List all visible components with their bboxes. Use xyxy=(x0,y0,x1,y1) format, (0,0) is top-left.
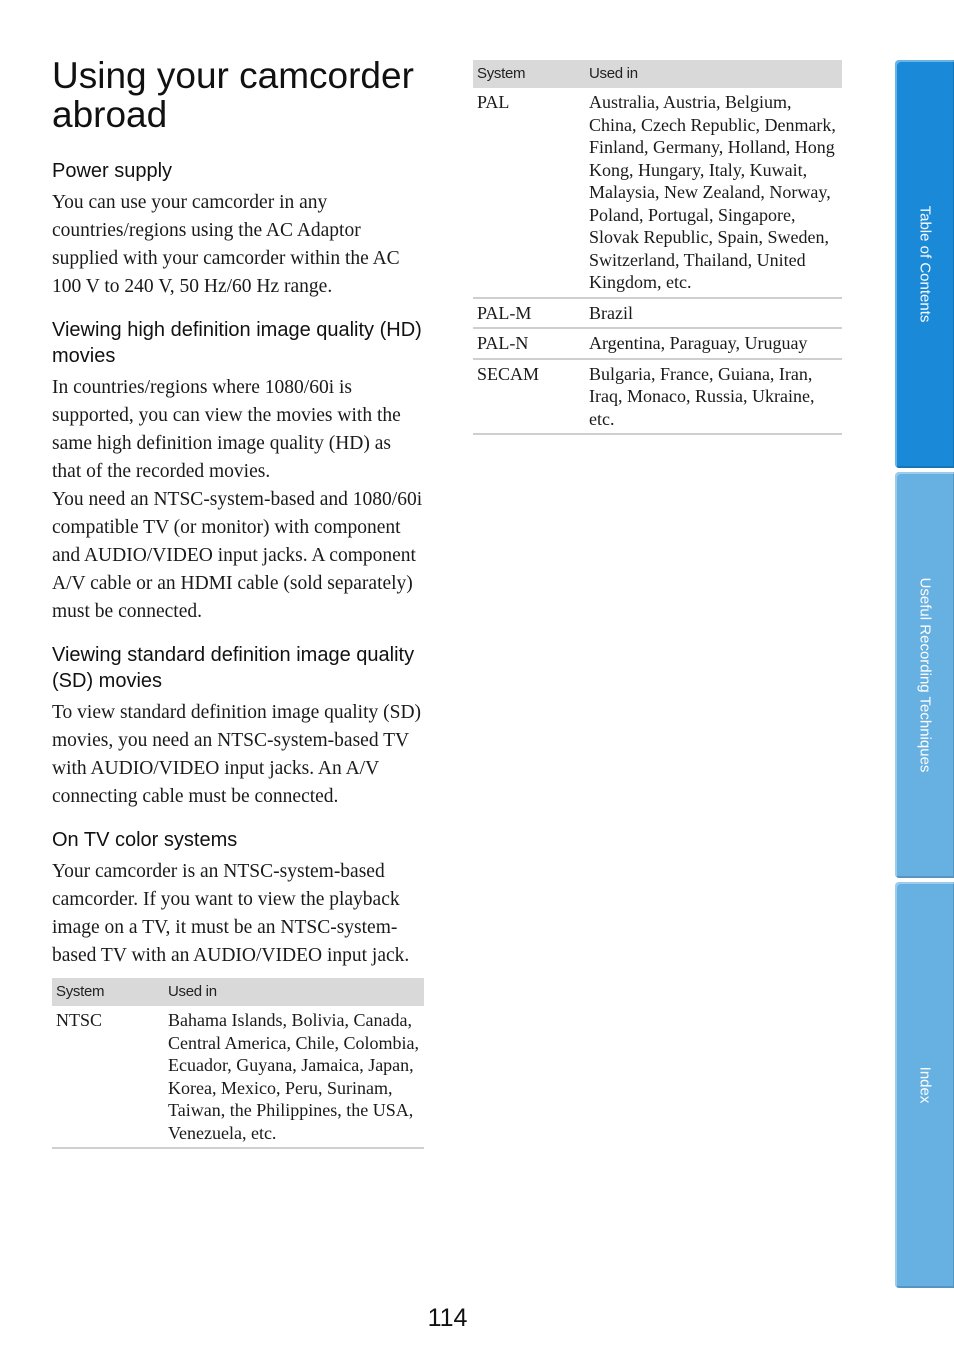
section-tv-color-systems xyxy=(52,827,424,970)
system-cell: NTSC xyxy=(52,1006,164,1148)
table-row xyxy=(473,359,842,435)
tab-table-of-contents[interactable] xyxy=(895,60,954,468)
section-heading: Viewing standard definition image quality (SD) movies xyxy=(52,644,415,692)
column-header-used-in: Used in xyxy=(585,60,842,88)
section-body: To view standard definition image quality (SD) movies, you need an NTSC-system-based TV with AUDIO/VIDEO input jacks. An A/V connecting cable must be connected. xyxy=(52,702,422,807)
left-column xyxy=(52,56,424,1149)
used-in-cell: Argentina, Paraguay, Uruguay xyxy=(585,328,842,359)
used-in-cell: Brazil xyxy=(585,298,842,329)
section-heading: On TV color systems xyxy=(52,829,238,851)
system-cell: PAL-M xyxy=(473,298,585,329)
used-in-cell: Bulgaria, France, Guiana, Iran, Iraq, Monaco, Russia, Ukraine, etc. xyxy=(585,359,842,435)
used-in-cell: Bahama Islands, Bolivia, Canada, Central America, Chile, Colombia, Ecuador, Guyana, Jamaica, Japan, Korea, Mexico, Peru, Surinam, Taiwan, the Philippines, the USA, Venezuela, etc. xyxy=(164,1006,424,1148)
system-cell: SECAM xyxy=(473,359,585,435)
section-hd-movies xyxy=(52,317,424,626)
used-in-cell: Australia, Austria, Belgium, China, Czech Republic, Denmark, Finland, Germany, Holland, Hong Kong, Hungary, Italy, Kuwait, Malaysia, New Zealand, Norway, Poland, Portugal, Singapore, Slovak Republic, Spain, Sweden, Switzerland, Thailand, United Kingdom, etc. xyxy=(585,88,842,298)
other-system-table xyxy=(473,60,842,435)
right-column xyxy=(473,60,842,435)
section-body: Your camcorder is an NTSC-system-based camcorder. If you want to view the playback image on a TV, it must be an NTSC-system-based TV with an AUDIO/VIDEO input jack. xyxy=(52,861,410,966)
table-header-row xyxy=(473,60,842,88)
section-power-supply xyxy=(52,158,424,301)
system-cell: PAL xyxy=(473,88,585,298)
table-header-row xyxy=(52,978,424,1006)
table-row xyxy=(473,328,842,359)
tab-label: Useful Recording Techniques xyxy=(916,577,933,773)
tab-index[interactable] xyxy=(895,882,954,1288)
section-heading: Power supply xyxy=(52,160,173,182)
section-sd-movies xyxy=(52,642,424,811)
column-header-system: System xyxy=(473,60,585,88)
section-body: You need an NTSC-system-based and 1080/60i compatible TV (or monitor) with component and AUDIO/VIDEO input jacks. A component A/V cable or an HDMI cable (sold separately) must be connected. xyxy=(52,489,423,622)
side-tab-nav xyxy=(895,60,954,1290)
section-body: In countries/regions where 1080/60i is supported, you can view the movies with the same high definition image quality (HD) as that of the recorded movies. xyxy=(52,377,401,482)
tab-useful-recording-techniques[interactable] xyxy=(895,472,954,878)
table-row xyxy=(473,88,842,298)
ntsc-system-table xyxy=(52,978,424,1149)
table-row xyxy=(473,298,842,329)
page-number: 114 xyxy=(427,1304,468,1332)
table-row xyxy=(52,1006,424,1148)
system-cell: PAL-N xyxy=(473,328,585,359)
section-heading: Viewing high definition image quality (HD) movies xyxy=(52,319,422,367)
column-header-system: System xyxy=(52,978,164,1006)
section-body: You can use your camcorder in any countries/regions using the AC Adaptor supplied with your camcorder within the AC 100 V to 240 V, 50 Hz/60 Hz range. xyxy=(52,192,400,297)
page-title: Using your camcorder abroad xyxy=(52,55,414,135)
tab-label: Table of Contents xyxy=(916,205,933,323)
column-header-used-in: Used in xyxy=(164,978,424,1006)
tab-label: Index xyxy=(916,1066,933,1104)
